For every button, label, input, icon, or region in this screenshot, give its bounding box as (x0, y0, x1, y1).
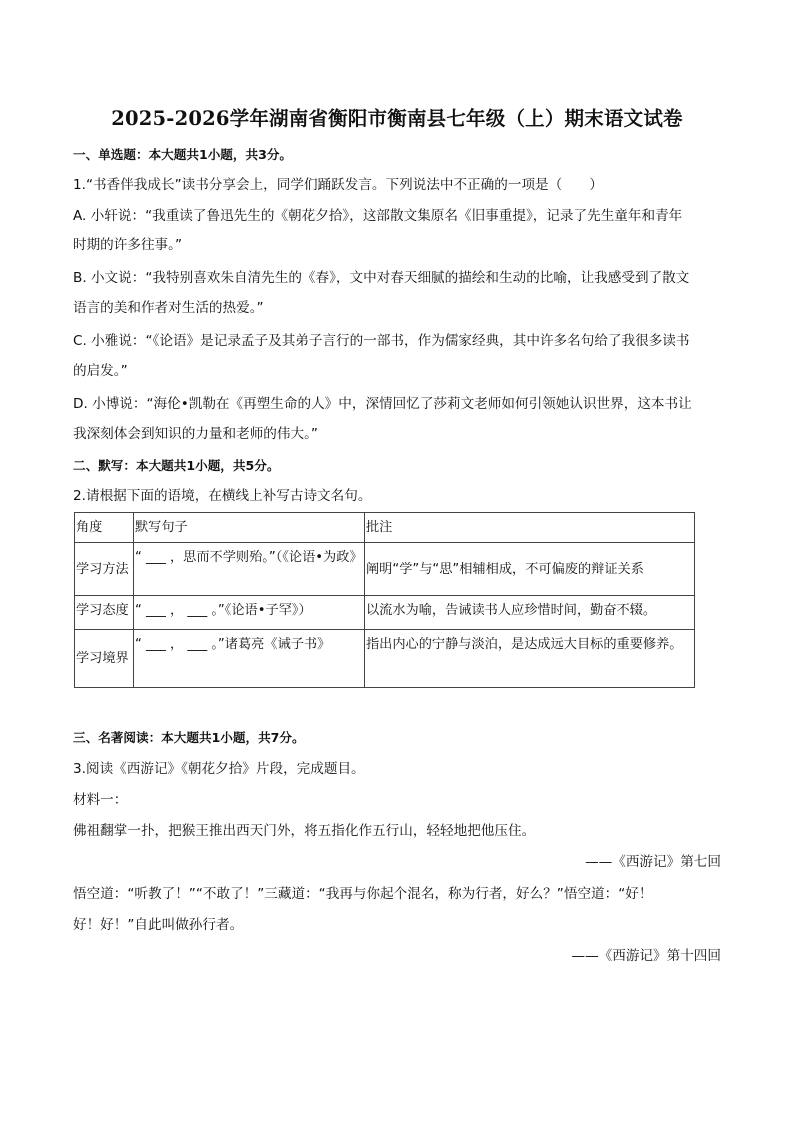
table-cell-sentence[interactable]: “ ___ ， ___ 。”《论语•子罕》） (134, 596, 365, 630)
option-b-line1: B. 小文说：“我特别喜欢朱自清先生的《春》，文中对春天细腻的描绘和生动的比喻，让我感受到了散文 (73, 270, 690, 286)
option-c-line2: 的启发。” (73, 363, 128, 379)
table-header-note: 批注 (365, 513, 695, 543)
table-row (75, 543, 695, 596)
table-row (75, 596, 695, 630)
question1-stem: 1.“书香伴我成长”读书分享会上，同学们踊跃发言。下列说法中不正确的一项是（ ） (73, 177, 604, 193)
excerpt-1: 佛祖翻掌一扑，把猴王推出西天门外，将五指化作五行山，轻轻地把他压住。 (73, 823, 536, 839)
table-cell-angle: 学习境界 (75, 630, 134, 688)
table-cell-angle: 学习方法 (75, 543, 134, 596)
option-d-line1: D. 小博说：“海伦•凯勒在《再塑生命的人》中，深情回忆了莎莉文老师如何引领她认识世界，这本书让 (73, 396, 692, 412)
table-header-sentence: 默写句子 (134, 513, 365, 543)
table-cell-angle: 学习态度 (75, 596, 134, 630)
table-cell-sentence[interactable]: “ ___ ， ___ 。”诸葛亮《诫子书》 (134, 630, 365, 688)
table-header-row (75, 513, 695, 543)
option-a-line2: 时期的许多往事。” (73, 237, 182, 253)
option-b-line2: 语言的美和作者对生活的热爱。” (73, 300, 264, 316)
excerpt-2-line2: 好！好！”自此叫做孙行者。 (73, 917, 244, 933)
question2-stem: 2.请根据下面的语境，在横线上补写古诗文名句。 (73, 488, 372, 504)
section1-heading: 一、单选题：本大题共1小题，共3分。 (73, 147, 293, 162)
table-cell-note: 以流水为喻，告诫读书人应珍惜时间，勤奋不辍。 (365, 596, 695, 630)
material-label: 材料一： (73, 792, 128, 808)
section3-heading: 三、名著阅读：本大题共1小题，共7分。 (73, 730, 305, 745)
option-d-line2: 我深刻体会到知识的力量和老师的伟大。” (73, 426, 318, 442)
option-a-line1: A. 小轩说：“我重读了鲁迅先生的《朝花夕拾》，这部散文集原名《旧事重提》，记录了先生童年和青年 (73, 208, 683, 224)
table-cell-sentence[interactable]: “ ___ ，思而不学则殆。”（《论语•为政》 (134, 543, 365, 596)
dictation-table (74, 512, 695, 688)
option-c-line1: C. 小雅说：“《论语》是记录孟子及其弟子言行的一部书，作为儒家经典，其中许多名句给了我很多读书 (73, 333, 690, 349)
excerpt-2-source: ——《西游记》第十四回 (571, 948, 721, 964)
excerpt-2-line1: 悟空道：“听教了！”“不敢了！”三藏道：“我再与你起个混名，称为行者，好么？”悟空道：“好！ (73, 886, 653, 902)
table-header-angle: 角度 (75, 513, 134, 543)
table-cell-note: 阐明“学”与“思”相辅相成，不可偏废的辩证关系 (365, 543, 695, 596)
question3-stem: 3.阅读《西游记》《朝花夕拾》片段，完成题目。 (73, 761, 365, 777)
excerpt-1-source: ——《西游记》第七回 (585, 854, 721, 870)
table-cell-note: 指出内心的宁静与淡泊，是达成远大目标的重要修养。 (365, 630, 695, 688)
section2-heading: 二、默写：本大题共1小题，共5分。 (73, 458, 280, 473)
exam-title: 2025-2026学年湖南省衡阳市衡南县七年级（上）期末语文试卷 (111, 107, 683, 130)
table-row (75, 630, 695, 688)
